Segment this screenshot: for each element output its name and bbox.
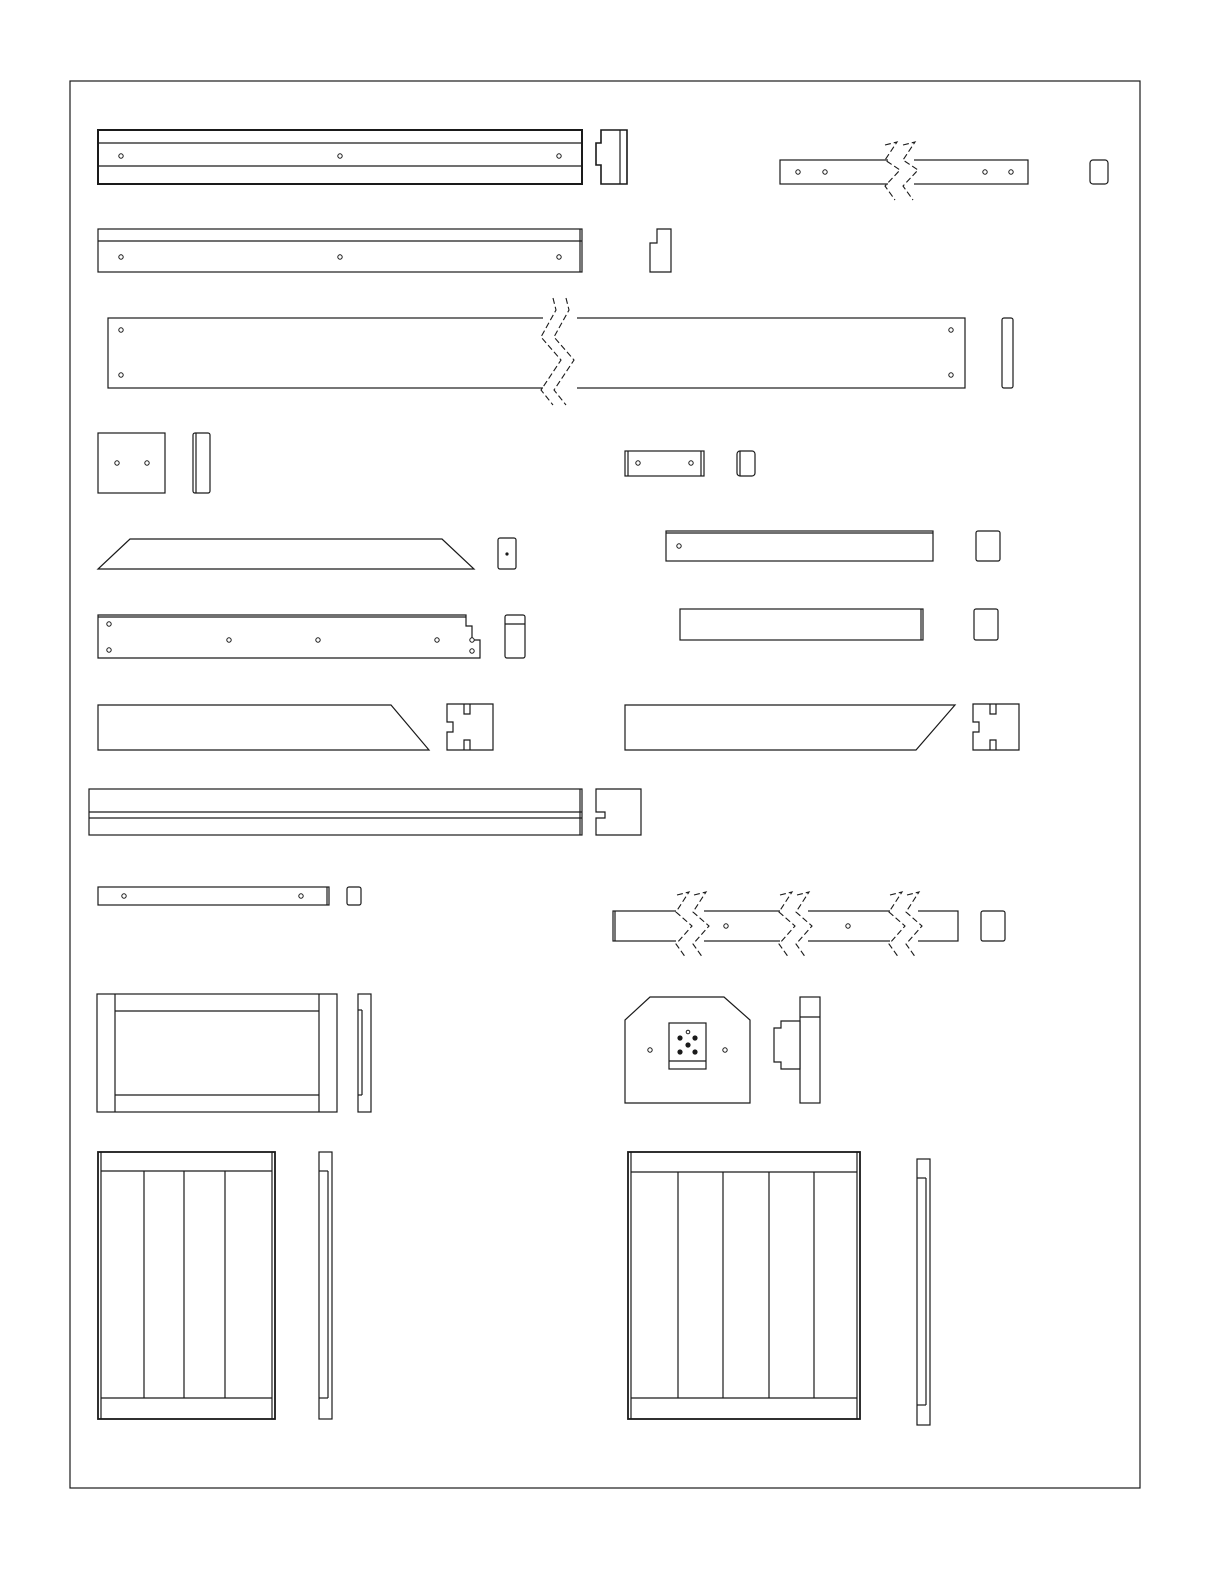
part-slat-plain bbox=[680, 609, 923, 640]
part-bar-triple-broken-end bbox=[981, 911, 1005, 941]
part-angled-leg-right bbox=[625, 705, 955, 750]
part-angled-leg-left bbox=[98, 705, 429, 750]
part-strap-short-broken-end bbox=[1090, 160, 1108, 184]
part-panel-long-broken bbox=[108, 298, 965, 405]
part-frame-open-edge bbox=[358, 994, 371, 1112]
part-spacer-small-end bbox=[737, 451, 755, 476]
part-block-square-end bbox=[193, 433, 210, 493]
part-rail-long-grooved bbox=[98, 130, 582, 184]
part-rail-notched-end bbox=[505, 615, 525, 658]
part-spacer-small bbox=[625, 451, 704, 476]
part-trapezoid-brace bbox=[98, 539, 474, 569]
part-strap-short-broken bbox=[780, 142, 1028, 200]
part-frame-open bbox=[97, 994, 337, 1112]
part-angled-leg-right-profile bbox=[973, 704, 1019, 750]
part-slat-single-hole-end bbox=[976, 531, 1000, 561]
part-bracket-plate-side bbox=[774, 997, 820, 1103]
part-block-square bbox=[98, 433, 165, 493]
part-panel-four-slat-edge bbox=[319, 1152, 332, 1419]
part-rail-long-grooved-profile bbox=[596, 130, 627, 184]
part-panel-five-slat bbox=[628, 1152, 860, 1419]
part-rail-long-stepped-profile bbox=[650, 229, 671, 272]
part-slat-plain-end bbox=[974, 609, 998, 640]
part-rail-rabbeted bbox=[89, 789, 582, 835]
part-stick-thin bbox=[98, 887, 329, 905]
part-trapezoid-brace-end bbox=[498, 538, 516, 569]
part-stick-thin-end bbox=[347, 887, 361, 905]
part-panel-four-slat bbox=[98, 1152, 275, 1419]
part-bracket-plate bbox=[625, 997, 750, 1103]
part-panel-five-slat-edge bbox=[917, 1159, 930, 1425]
part-rail-notched bbox=[98, 615, 480, 658]
part-rail-rabbeted-profile bbox=[596, 789, 641, 835]
part-bar-triple-broken bbox=[613, 892, 958, 958]
part-panel-long-broken-end bbox=[1002, 318, 1013, 388]
part-slat-single-hole bbox=[666, 531, 933, 561]
part-rail-long-stepped bbox=[98, 229, 582, 272]
part-angled-leg-left-profile bbox=[447, 704, 493, 750]
